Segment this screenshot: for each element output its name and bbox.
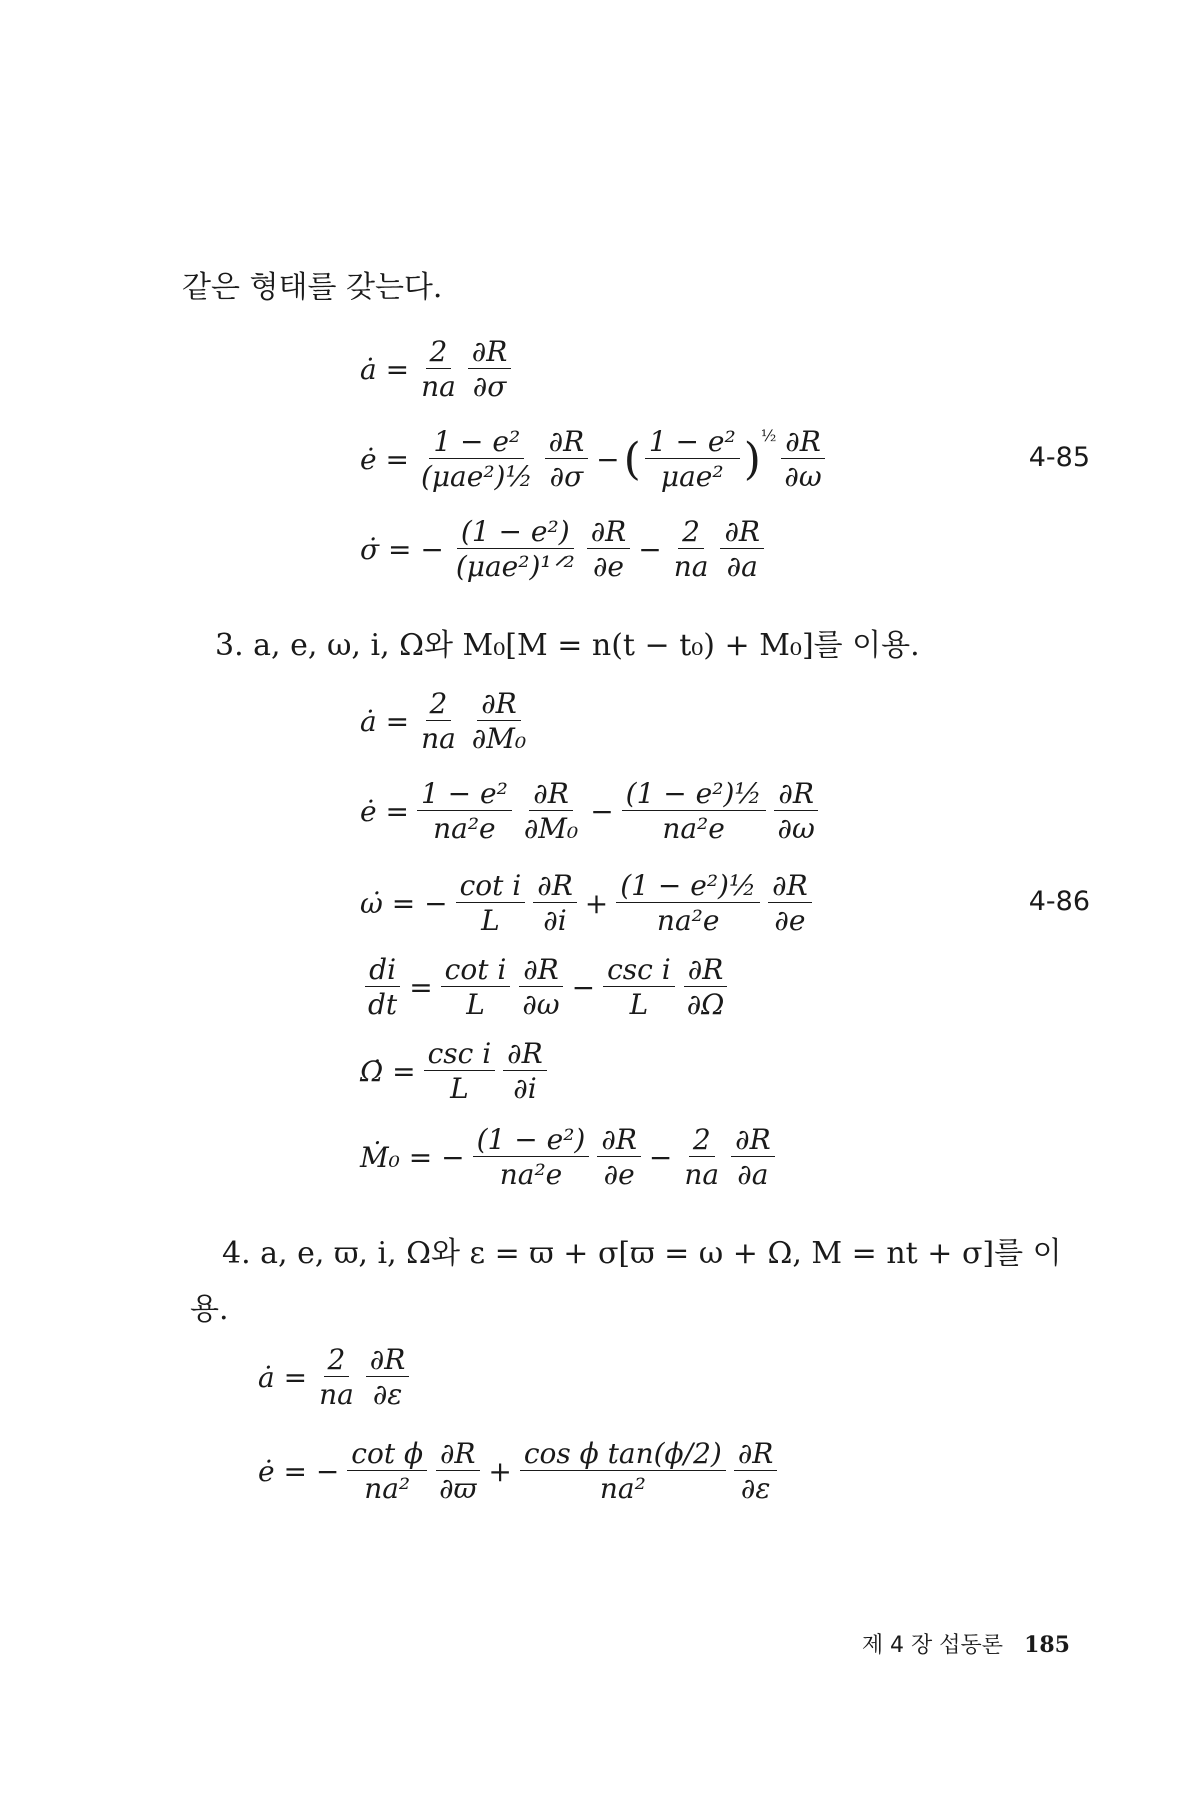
- equation-lhs: Ṁ₀ = −: [360, 1140, 465, 1174]
- fraction-denominator: na: [421, 370, 456, 403]
- fraction-denominator: ∂M₀: [523, 812, 579, 845]
- fraction: [364, 953, 401, 1021]
- fraction-numerator: ∂R: [720, 518, 764, 549]
- fraction: [417, 425, 537, 493]
- fraction: [720, 515, 764, 583]
- fraction-denominator: ∂M₀: [471, 722, 527, 755]
- equation-e-dot-3: [258, 1437, 781, 1505]
- fraction: [780, 425, 825, 493]
- fraction: [603, 953, 675, 1021]
- fraction-denominator: ∂ε: [740, 1472, 771, 1505]
- fraction: [468, 687, 530, 755]
- fraction-numerator: 2: [426, 690, 452, 721]
- fraction: [503, 1037, 547, 1105]
- fraction: [622, 777, 766, 845]
- equation-number-4-86: 4-86: [1028, 886, 1090, 917]
- fraction-numerator: ∂R: [519, 956, 563, 987]
- page-footer: [862, 1628, 1070, 1659]
- fraction: [417, 687, 460, 755]
- fraction-numerator: 1 − e²: [645, 428, 740, 459]
- fraction-numerator: csc i: [603, 956, 675, 987]
- fraction-denominator: (μae²)½: [420, 460, 533, 493]
- fraction-denominator: ∂ω: [777, 812, 815, 845]
- fraction: [597, 1123, 641, 1191]
- fraction-numerator: ∂R: [597, 1126, 641, 1157]
- fraction-denominator: na²e: [662, 812, 725, 845]
- equation-lhs: ȧ =: [360, 704, 410, 738]
- fraction-denominator: L: [466, 988, 485, 1021]
- fraction-denominator: ∂ε: [372, 1378, 403, 1411]
- fraction-denominator: ∂e: [603, 1158, 635, 1191]
- fraction: [734, 1437, 778, 1505]
- fraction-numerator: ∂R: [684, 956, 728, 987]
- fraction: [417, 777, 512, 845]
- operator: −: [596, 442, 620, 476]
- fraction-numerator: (1 − e²)½: [622, 780, 766, 811]
- fraction-denominator: ∂ω: [522, 988, 560, 1021]
- fraction-numerator: ∂R: [468, 338, 512, 369]
- fraction: [616, 869, 760, 937]
- fraction-numerator: ∂R: [366, 1346, 410, 1377]
- operator: −: [590, 794, 614, 828]
- equation-lhs: ė =: [360, 442, 409, 476]
- equation-lhs: ȧ =: [360, 352, 410, 386]
- fraction-numerator: ∂R: [587, 518, 631, 549]
- equation-e-dot-2: [360, 777, 823, 845]
- fraction-denominator: ∂i: [513, 1072, 537, 1105]
- fraction-denominator: na²e: [656, 904, 720, 937]
- fraction-denominator: ∂ω: [784, 460, 822, 493]
- equation-lhs: ȧ =: [258, 1360, 308, 1394]
- fraction-denominator: na: [319, 1378, 354, 1411]
- fraction-numerator: cot i: [441, 956, 511, 987]
- fraction: [473, 1123, 590, 1191]
- fraction-denominator: na²: [599, 1472, 646, 1505]
- equation-lhs: Ω̇ =: [360, 1054, 416, 1088]
- fraction: [774, 777, 819, 845]
- fraction: [452, 515, 579, 583]
- fraction-numerator: ∂R: [545, 428, 589, 459]
- fraction: [670, 515, 713, 583]
- fraction-denominator: ∂Ω: [686, 988, 725, 1021]
- equation-lhs: ė =: [360, 794, 409, 828]
- fraction: [587, 515, 631, 583]
- fraction: [520, 777, 582, 845]
- fraction-numerator: ∂R: [436, 1440, 480, 1471]
- fraction-denominator: dt: [368, 988, 398, 1021]
- fraction-numerator: ∂R: [734, 1440, 778, 1471]
- fraction-numerator: cot i: [456, 872, 526, 903]
- fraction-denominator: μae²: [660, 460, 724, 493]
- fraction-numerator: ∂R: [768, 872, 812, 903]
- fraction: [731, 1123, 775, 1191]
- fraction-denominator: ∂a: [737, 1158, 769, 1191]
- fraction: [533, 869, 577, 937]
- fraction-denominator: na: [673, 550, 709, 583]
- fraction-numerator: 1 − e²: [417, 780, 512, 811]
- fraction-denominator: na²: [364, 1472, 411, 1505]
- fraction-denominator: L: [450, 1072, 469, 1105]
- fraction: [468, 335, 512, 403]
- fraction: [441, 953, 511, 1021]
- fraction-numerator: 2: [678, 518, 704, 549]
- fraction-numerator: di: [365, 956, 400, 987]
- fraction: [424, 1037, 496, 1105]
- operator: =: [409, 970, 433, 1004]
- page-number: 185: [1024, 1632, 1070, 1658]
- equation-di-dt: [360, 953, 732, 1021]
- fraction-numerator: ∂R: [533, 872, 577, 903]
- fraction: [456, 869, 526, 937]
- fraction: [518, 953, 563, 1021]
- fraction-denominator: ∂σ: [549, 460, 584, 493]
- equation-a-dot-1: [360, 335, 515, 403]
- fraction: [315, 1343, 358, 1411]
- section-3-heading: 3. a, e, ω, i, Ω와 M₀[M = n(t − t₀) + M₀]를 이용.: [215, 628, 920, 663]
- fraction-denominator: ∂i: [543, 904, 567, 937]
- equation-e-dot-1: ė = $\frac{\text{1 − e²}}{\text{(μae²)½}}$ $\frac{\partial R}{\partial\sigma}$ − ( $\frac{\text{1 − e²}}{\text{μae²}}$ ) $^{\frac{1}{2}}$ $\frac{\partial R}{\partial\omega}$: [360, 428, 830, 491]
- fraction: [683, 953, 729, 1021]
- fraction-denominator: ∂e: [774, 904, 806, 937]
- fraction-numerator: cot ϕ: [347, 1440, 427, 1471]
- equation-M0-dot: [360, 1123, 779, 1191]
- fraction-numerator: 1 − e²: [429, 428, 524, 459]
- equation-lhs: ė = −: [258, 1454, 340, 1488]
- fraction-numerator: ∂R: [477, 690, 521, 721]
- section-4-heading-line1: 4. a, e, ϖ, i, Ω와 ε = ϖ + σ[ϖ = ω + Ω, M = nt + σ]를 이: [222, 1236, 1062, 1271]
- fraction-denominator: na: [421, 722, 456, 755]
- fraction-numerator: ∂R: [781, 428, 825, 459]
- fraction-numerator: ∂R: [731, 1126, 775, 1157]
- fraction-denominator: ∂σ: [472, 370, 507, 403]
- fraction-denominator: L: [629, 988, 649, 1021]
- fraction-numerator: 2: [426, 338, 452, 369]
- fraction: [680, 1123, 723, 1191]
- fraction-numerator: csc i: [424, 1040, 496, 1071]
- operator: −: [638, 532, 662, 566]
- fraction: [645, 425, 740, 493]
- equation-Omega-dot: [360, 1037, 551, 1105]
- operator: +: [584, 886, 609, 920]
- fraction-numerator: (1 − e²): [457, 518, 574, 549]
- fraction-numerator: ∂R: [774, 780, 818, 811]
- equation-a-dot-3: [258, 1343, 413, 1411]
- equation-omega-dot-2: [360, 869, 816, 937]
- fraction-numerator: 2: [324, 1346, 350, 1377]
- fraction-numerator: cos ϕ tan(ϕ/2): [520, 1440, 726, 1471]
- equation-sigma-dot-1: [360, 515, 768, 583]
- fraction-numerator: ∂R: [503, 1040, 547, 1071]
- fraction-denominator: ∂ϖ: [439, 1472, 477, 1505]
- fraction-denominator: L: [481, 904, 500, 937]
- fraction-denominator: (μae²)¹ᐟ²: [455, 550, 575, 583]
- operator: −: [571, 970, 596, 1004]
- fraction: [366, 1343, 410, 1411]
- operator: −: [648, 1140, 673, 1174]
- fraction-denominator: ∂a: [726, 550, 758, 583]
- fraction-numerator: (1 − e²): [473, 1126, 590, 1157]
- operator: +: [488, 1454, 512, 1488]
- fraction: [347, 1437, 427, 1505]
- equation-lhs: σ̇ = −: [360, 532, 444, 566]
- fraction: [520, 1437, 726, 1505]
- fraction-denominator: na²e: [433, 812, 496, 845]
- intro-text: 같은 형태를 갖는다.: [182, 270, 443, 305]
- fraction-denominator: na²e: [499, 1158, 563, 1191]
- equation-number-4-85: 4-85: [1028, 442, 1090, 473]
- fraction: [417, 335, 460, 403]
- equation-lhs: ω̇ = −: [360, 886, 448, 920]
- section-4-heading-line2: 용.: [190, 1292, 229, 1327]
- fraction: [435, 1437, 480, 1505]
- fraction: [545, 425, 589, 493]
- fraction: [768, 869, 812, 937]
- fraction-numerator: ∂R: [529, 780, 573, 811]
- fraction-numerator: (1 − e²)½: [616, 872, 760, 903]
- fraction-denominator: na: [684, 1158, 720, 1191]
- chapter-title: 제 4 장 섭동론: [861, 1633, 1004, 1658]
- fraction-numerator: 2: [689, 1126, 715, 1157]
- equation-a-dot-2: [360, 687, 534, 755]
- fraction-denominator: ∂e: [592, 550, 624, 583]
